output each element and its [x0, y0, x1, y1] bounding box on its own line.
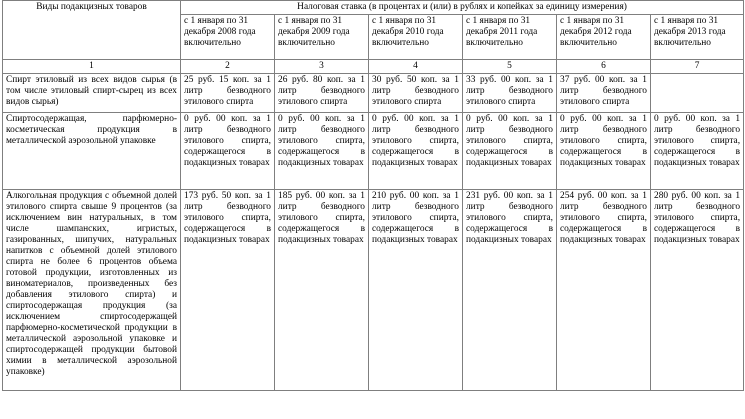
rate-cell	[651, 74, 744, 113]
rate-cell: 0 руб. 00 коп. за 1 литр безводного этилового спирта, содержащегося в подакцизных товарах	[275, 113, 369, 190]
rate-cell: 0 руб. 00 коп. за 1 литр безводного этилового спирта, содержащегося в подакцизных товарах	[557, 113, 651, 190]
product-name: Спирт этиловый из всех видов сырья (в том числе этиловый спирт-сырец из всех видов сырья)	[3, 74, 181, 113]
rate-cell: 173 руб. 50 коп. за 1 литр безводного этилового спирта, содержащегося в подакцизных товарах	[181, 190, 275, 391]
rate-cell: 37 руб. 00 коп. за 1 литр безводного этилового спирта	[557, 74, 651, 113]
header-row-1	[3, 1, 744, 15]
period-2009: с 1 января по 31 декабря 2009 года включительно	[275, 15, 369, 60]
rate-cell: 0 руб. 00 коп. за 1 литр безводного этилового спирта, содержащегося в подакцизных товарах	[181, 113, 275, 190]
rate-cell: 0 руб. 00 коп. за 1 литр безводного этилового спирта, содержащегося в подакцизных товарах	[369, 113, 463, 190]
rate-cell: 280 руб. 00 коп. за 1 литр безводного этилового спирта, содержащегося в подакцизных товарах	[651, 190, 744, 391]
period-2010: с 1 января по 31 декабря 2010 года включительно	[369, 15, 463, 60]
period-2013: с 1 января по 31 декабря 2013 года включительно	[651, 15, 744, 60]
column-number: 3	[275, 60, 369, 74]
rate-cell: 33 руб. 00 коп. за 1 литр безводного этилового спирта	[463, 74, 557, 113]
table-row	[3, 74, 744, 113]
column-number-row	[3, 60, 744, 74]
column-number: 4	[369, 60, 463, 74]
rate-cell: 26 руб. 80 коп. за 1 литр безводного этилового спирта	[275, 74, 369, 113]
rate-cell: 254 руб. 00 коп. за 1 литр безводного этилового спирта, содержащегося в подакцизных товарах	[557, 190, 651, 391]
rate-cell: 30 руб. 50 коп. за 1 литр безводного этилового спирта	[369, 74, 463, 113]
excise-rate-table	[2, 0, 744, 391]
table-row	[3, 190, 744, 391]
rate-cell: 25 руб. 15 коп. за 1 литр безводного этилового спирта	[181, 74, 275, 113]
column-number: 6	[557, 60, 651, 74]
tax-rate-header: Налоговая ставка (в процентах и (или) в рублях и копейках за единицу измерения)	[181, 1, 744, 15]
column-number: 5	[463, 60, 557, 74]
rate-cell: 231 руб. 00 коп. за 1 литр безводного этилового спирта, содержащегося в подакцизных товарах	[463, 190, 557, 391]
period-2011: с 1 января по 31 декабря 2011 года включительно	[463, 15, 557, 60]
period-2008: с 1 января по 31 декабря 2008 года включительно	[181, 15, 275, 60]
column-number: 7	[651, 60, 744, 74]
product-name: Спиртосодержащая, парфюмерно-косметическая продукция в металлической аэрозольной упаковке	[3, 113, 181, 190]
rate-cell: 0 руб. 00 коп. за 1 литр безводного этилового спирта, содержащегося в подакцизных товарах	[651, 113, 744, 190]
product-type-header: Виды подакцизных товаров	[3, 1, 181, 60]
table-row	[3, 113, 744, 190]
column-number: 1	[3, 60, 181, 74]
period-2012: с 1 января по 31 декабря 2012 года включительно	[557, 15, 651, 60]
product-name: Алкогольная продукция с объемной долей этилового спирта свыше 9 процентов (за исключением вин натуральных, в том числе шампанских, игристых, газированных, шипучих, натуральных напитков с объемной долей этилового спирта не более 6 процентов объема готовой продукции, изготовленных из виноматериалов, произведенных без добавления этилового спирта) и спиртосодержащая продукция (за исключением спиртосодержащей парфюмерно-косметической продукции в металлической аэрозольной упаковке и спиртосодержащей продукции бытовой химии в металлической аэрозольной упаковке)	[3, 190, 181, 391]
rate-cell: 185 руб. 00 коп. за 1 литр безводного этилового спирта, содержащегося в подакцизных товарах	[275, 190, 369, 391]
column-number: 2	[181, 60, 275, 74]
rate-cell: 210 руб. 00 коп. за 1 литр безводного этилового спирта, содержащегося в подакцизных товарах	[369, 190, 463, 391]
rate-cell: 0 руб. 00 коп. за 1 литр безводного этилового спирта, содержащегося в подакцизных товарах	[463, 113, 557, 190]
